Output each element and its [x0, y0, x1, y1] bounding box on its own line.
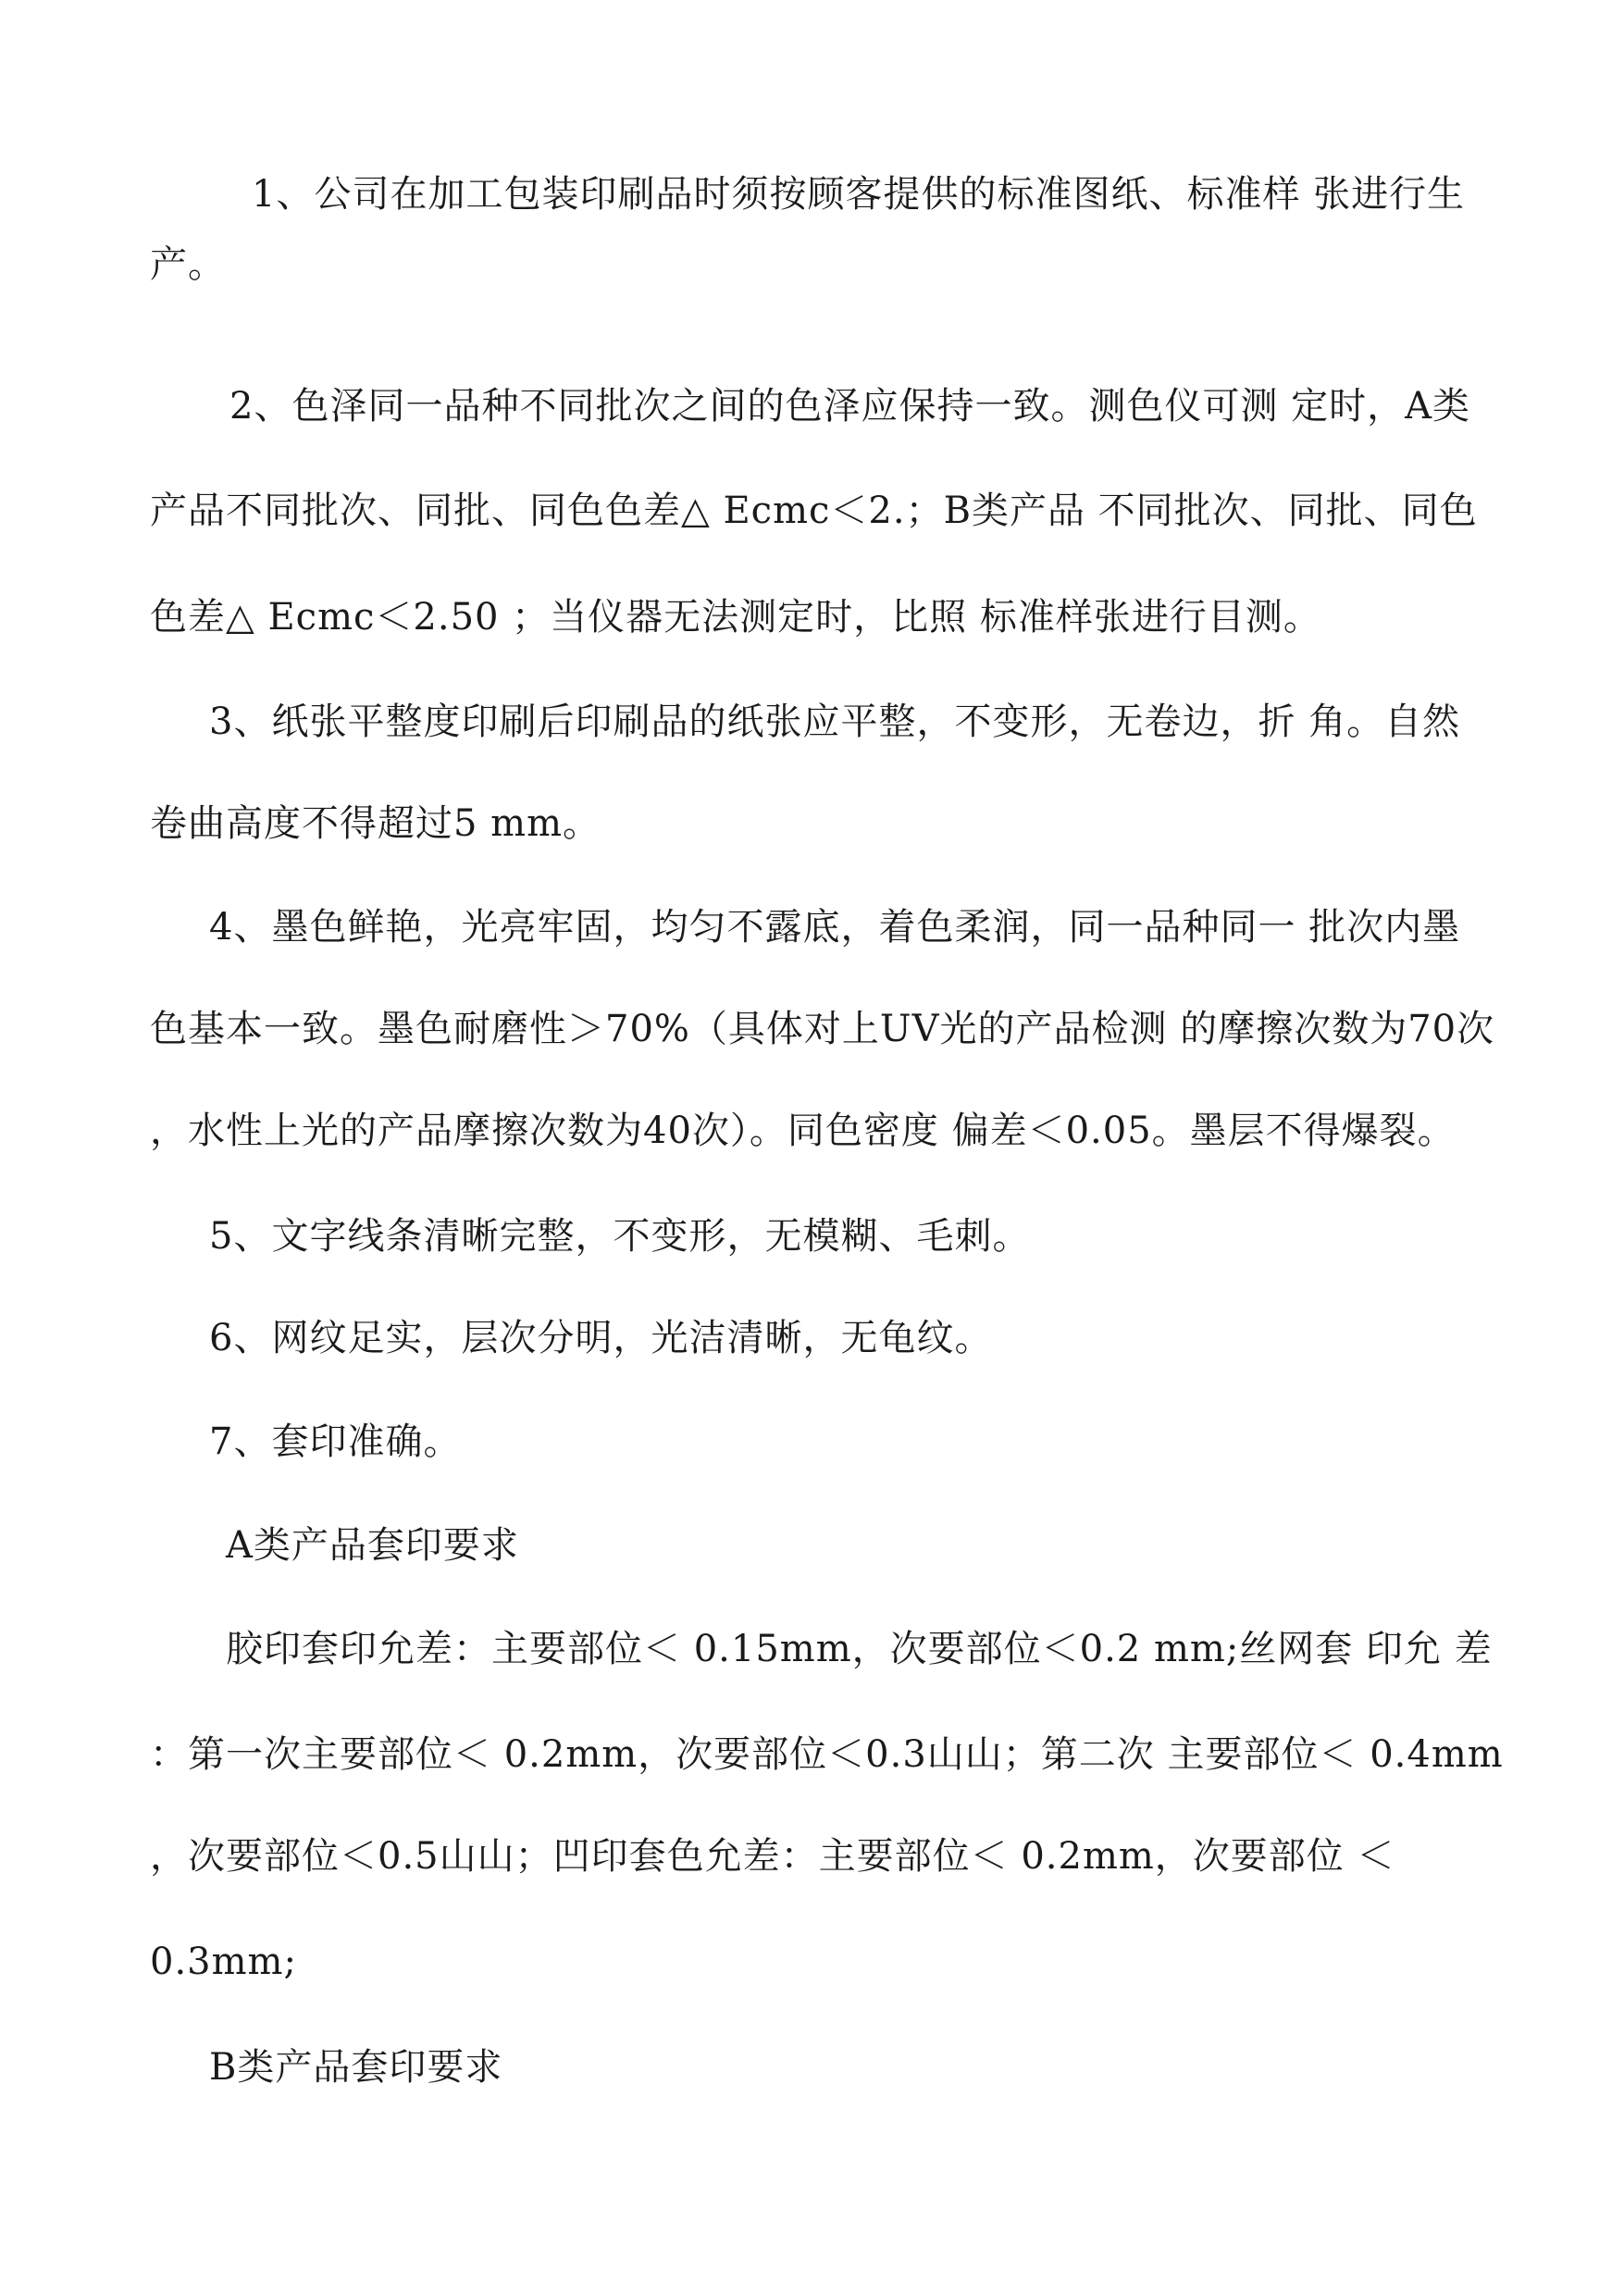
text-line: 产品不同批次、同批、同色色差△ Ecmc＜2.；B类产品 不同批次、同批、同色: [150, 490, 1478, 532]
text-line: 0.3mm;: [150, 1941, 297, 1983]
text-line: ，水性上光的产品摩擦次数为40次）。同色密度 偏差＜0.05。墨层不得爆裂。: [150, 1110, 1456, 1152]
text-line: 产。: [150, 243, 226, 286]
text-line: 3、纸张平整度印刷后印刷品的纸张应平整，不变形，无卷边，折 角。自然: [209, 701, 1461, 743]
text-line: A类产品套印要求: [226, 1524, 519, 1567]
text-line: ：第一次主要部位＜ 0.2mm，次要部位＜0.3山山；第二次 主要部位＜ 0.4mm: [150, 1733, 1504, 1776]
text-line: 6、网纹足实，层次分明，光洁清晰，无龟纹。: [209, 1317, 993, 1359]
text-line: 卷曲高度不得超过5 mm。: [150, 802, 601, 845]
text-line: 色基本一致。墨色耐磨性＞70%（具体对上UV光的产品检测 的摩擦次数为70次: [150, 1008, 1495, 1050]
text-line: 色差△ Ecmc＜2.50 ；当仪器无法测定时，比照 标准样张进行目测。: [150, 596, 1321, 639]
text-line: B类产品套印要求: [209, 2046, 503, 2089]
text-line: 胶印套印允差：主要部位＜ 0.15mm，次要部位＜0.2 mm;丝网套 印允 差: [226, 1628, 1493, 1670]
text-line: 5、文字线条清晰完整，不变形，无模糊、毛刺。: [209, 1215, 1031, 1258]
text-line: 1、公司在加工包装印刷品时须按顾客提供的标准图纸、标准样 张进行生: [252, 173, 1466, 216]
text-line: 4、墨色鲜艳，光亮牢固，均匀不露底，着色柔润，同一品种同一 批次内墨: [209, 906, 1461, 949]
text-line: ，次要部位＜0.5山山；凹印套色允差：主要部位＜ 0.2mm，次要部位 ＜: [150, 1835, 1395, 1878]
text-line: 7、套印准确。: [209, 1420, 462, 1463]
text-line: 2、色泽同一品种不同批次之间的色泽应保持一致。测色仪可测 定时，A类: [229, 385, 1471, 428]
